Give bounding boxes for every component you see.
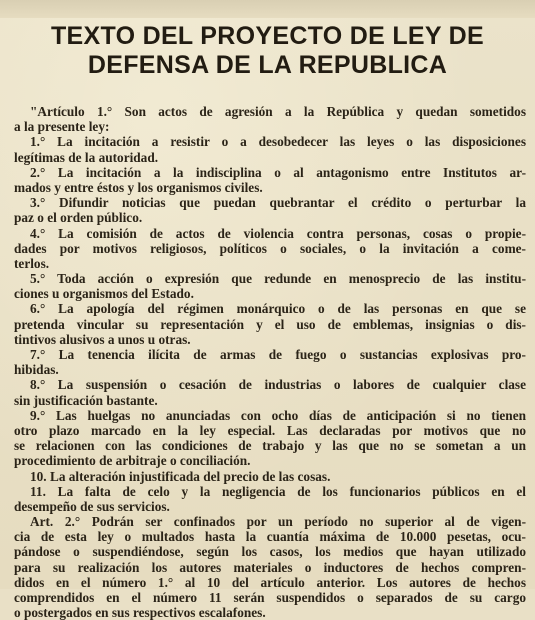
body-line: mados y entre éstos y los organismos civiles. <box>14 179 263 195</box>
body-line: Art. 2.° Podrán ser confinados por un período no superior al de vigen- <box>30 514 526 530</box>
body-line: 10. La alteración injustificada del precio de las cosas. <box>30 468 331 484</box>
body-line: 8.° La suspensión o cesación de industrias o labores de cualquier clase <box>30 377 526 393</box>
body-line: terlos. <box>14 255 50 271</box>
body-line: para su realización los autores materiales o inductores de hechos compren- <box>14 559 526 575</box>
body-line: sin justificación bastante. <box>14 392 158 408</box>
body-line: procedimiento de arbitraje o conciliación. <box>14 453 251 469</box>
body-line: cia de esta ley o multados hasta la cuantía máxima de 10.000 pesetas, ocu- <box>14 529 526 545</box>
article-body <box>14 104 526 620</box>
headline-line-2: DEFENSA DE LA REPUBLICA <box>87 51 448 79</box>
body-line: 4.° La comisión de actos de violencia contra personas, cosas o propie- <box>30 225 526 241</box>
body-line: tintivos alusivos a unos u otras. <box>14 331 191 347</box>
body-line: didos en el número 1.° al 10 del artículo anterior. Los autores de hechos <box>14 574 526 590</box>
article-headline <box>0 22 535 80</box>
body-line: 1.° La incitación a resistir o a desobedecer las leyes o las disposiciones <box>30 134 526 150</box>
body-line: 9.° Las huelgas no anunciadas con ocho días de anticipación si no tienen <box>30 407 526 423</box>
headline-line-1: TEXTO DEL PROYECTO DE LEY DE <box>50 22 485 50</box>
body-line: o postergados en sus respectivos escalafones. <box>14 605 266 620</box>
body-line: "Artículo 1.° Son actos de agresión a la República y quedan sometidos <box>30 104 526 119</box>
body-line: 11. La falta de celo y la negligencia de los funcionarios públicos en el <box>30 483 526 499</box>
body-line: ciones u organismos del Estado. <box>14 286 194 302</box>
body-line: 2.° La incitación a la indisciplina o al antagonismo entre Institutos ar- <box>30 164 526 180</box>
body-line: desempeño de sus servicios. <box>14 498 170 514</box>
body-line: legítimas de la autoridad. <box>14 149 159 165</box>
body-line: 7.° La tenencia ilícita de armas de fuego o sustancias explosivas pro- <box>30 347 526 362</box>
body-line: otro plazo marcado en la ley especial. Las declaradas por motivos que no <box>14 422 526 438</box>
body-line: hibidas. <box>14 362 59 378</box>
body-line: pándose o suspendiéndose, según los casos, los medios que hayan utilizado <box>14 544 526 560</box>
body-line: 5.° Toda acción o expresión que redunde en menosprecio de las institu- <box>30 271 526 287</box>
body-line: se relacionen con las condiciones de trabajo y las que no se sometan a un <box>14 438 526 454</box>
body-line: 6.° La apología del régimen monárquico o de las personas en que se <box>30 301 526 317</box>
body-line: 3.° Difundir noticias que puedan quebrantar el crédito o perturbar la <box>30 195 526 211</box>
page-top-edge <box>0 0 535 18</box>
body-line: comprendidos en el número 11 serán suspendidos o separados de su cargo <box>14 590 526 605</box>
body-line: dades por motivos religiosos, políticos o sociales, o la invitación a come- <box>14 240 526 256</box>
body-line: paz o el orden público. <box>14 210 143 226</box>
body-line: pretenda vincular su representación y el uso de emblemas, insignias o dis- <box>14 316 526 332</box>
body-line: a la presente ley: <box>14 119 110 135</box>
